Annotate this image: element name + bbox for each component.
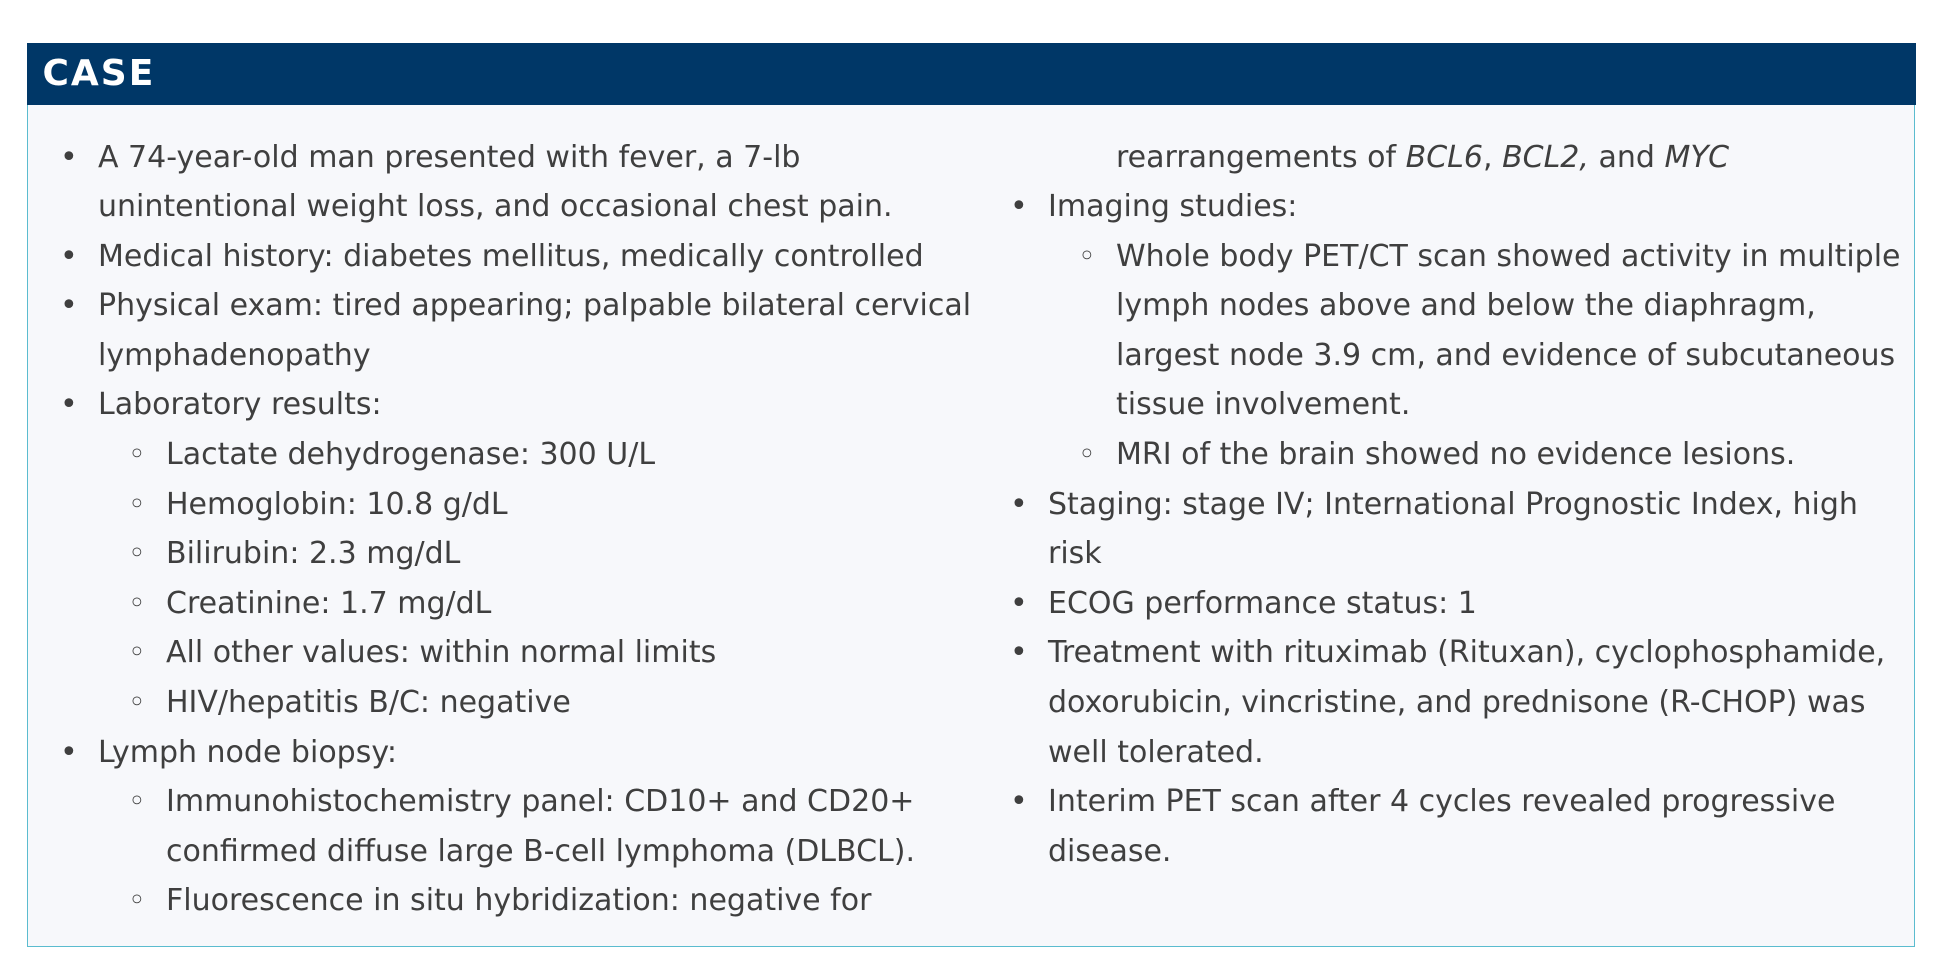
interim-pet-item: • Interim PET scan after 4 cycles revealed progressive disease. <box>978 777 1908 876</box>
lab-other-values: ◦ All other values: within normal limits <box>28 628 973 678</box>
biopsy-fish: ◦ Fluorescence in situ hybridization: negative for <box>28 876 973 926</box>
lab-bilirubin: ◦ Bilirubin: 2.3 mg/dL <box>28 529 973 579</box>
fish-prefix: rearrangements of <box>1116 139 1406 175</box>
case-box <box>27 43 1915 947</box>
physical-exam-item: • Physical exam: tired appearing; palpable bilateral cervical lymphadenopathy <box>28 281 973 380</box>
lab-results-item: • Laboratory results: <box>28 380 973 430</box>
lab-ldh: ◦ Lactate dehydrogenase: 300 U/L <box>28 430 973 480</box>
gene-bcl6: BCL6 <box>1405 139 1483 175</box>
fish-sep1: , <box>1482 139 1503 175</box>
gene-bcl2: BCL2, <box>1502 139 1589 175</box>
fish-sep2: and <box>1588 139 1665 175</box>
right-list <box>978 182 1908 876</box>
left-column <box>28 105 973 927</box>
ecog-item: • ECOG performance status: 1 <box>978 579 1908 629</box>
biopsy-item: • Lymph node biopsy: <box>28 728 973 778</box>
fish-continuation <box>978 133 1908 183</box>
case-body <box>28 105 1914 945</box>
medical-history-item: • Medical history: diabetes mellitus, medically controlled <box>28 232 973 282</box>
lab-hiv-hepatitis: ◦ HIV/hepatitis B/C: negative <box>28 678 973 728</box>
lab-hemoglobin: ◦ Hemoglobin: 10.8 g/dL <box>28 480 973 530</box>
case-header: CASE <box>27 43 1916 105</box>
presentation-item: • A 74-year-old man presented with fever, a 7-lb unintentional weight loss, and occasional chest pain. <box>28 133 973 232</box>
lab-creatinine: ◦ Creatinine: 1.7 mg/dL <box>28 579 973 629</box>
left-list <box>28 133 973 927</box>
right-column <box>978 105 1908 877</box>
imaging-item: • Imaging studies: <box>978 182 1908 232</box>
imaging-pet-ct: ◦ Whole body PET/CT scan showed activity in multiple lymph nodes above and below the diaphragm, largest node 3.9 cm, and evidence of subcutaneous tissue involvement. <box>978 232 1908 430</box>
biopsy-ihc: ◦ Immunohistochemistry panel: CD10+ and CD20+ confirmed diffuse large B-cell lymphoma (DLBCL). <box>28 777 973 876</box>
gene-myc: MYC <box>1664 139 1730 175</box>
staging-item: • Staging: stage IV; International Prognostic Index, high risk <box>978 480 1908 579</box>
treatment-item: • Treatment with rituximab (Rituxan), cyclophosphamide, doxorubicin, vincristine, and prednisone (R-CHOP) was well tolerated. <box>978 628 1908 777</box>
imaging-mri: ◦ MRI of the brain showed no evidence lesions. <box>978 430 1908 480</box>
